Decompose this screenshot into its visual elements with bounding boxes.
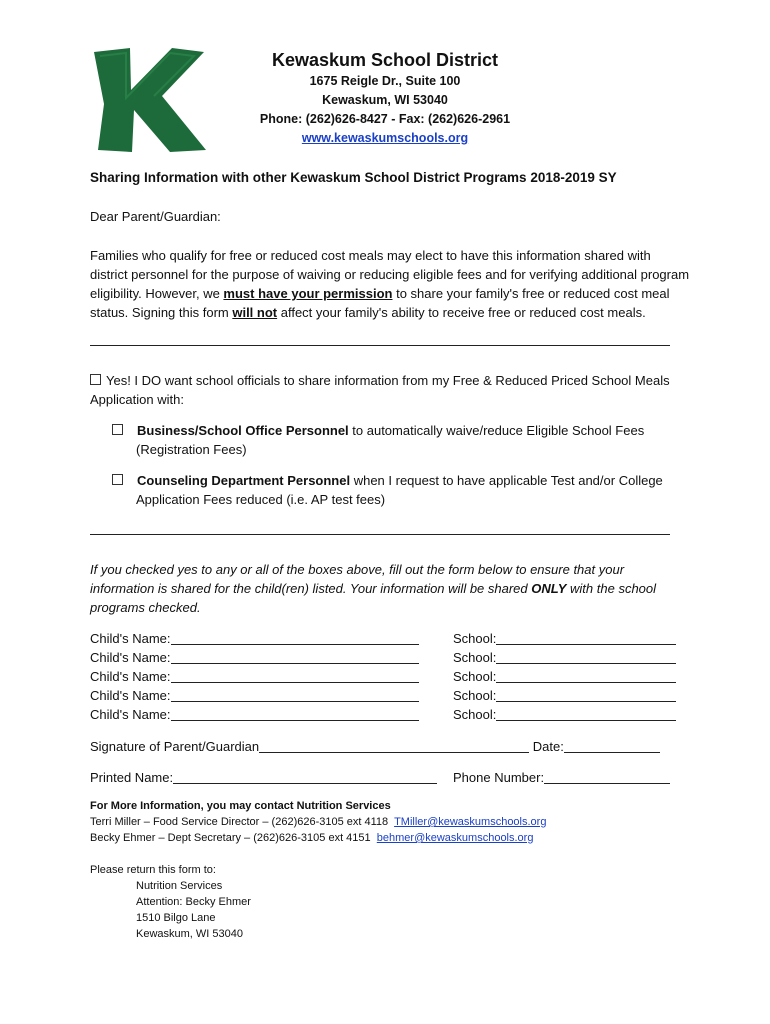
counseling-checkbox[interactable] <box>112 474 123 485</box>
child-name-input[interactable] <box>171 688 419 702</box>
school-row: School: <box>453 667 676 686</box>
child-name-row: Child's Name: <box>90 629 419 648</box>
child-name-row: Child's Name: <box>90 648 419 667</box>
consent-checkbox[interactable] <box>90 374 101 385</box>
contacts-block <box>90 798 690 846</box>
school-row: School: <box>453 686 676 705</box>
return-instructions: Please return this form to: <box>90 864 216 876</box>
consent-statement: Yes! I DO want school officials to share information from my Free & Reduced Priced School Meals Application with: <box>90 373 670 407</box>
signature-input[interactable] <box>259 739 529 753</box>
child-name-row: Child's Name: <box>90 667 419 686</box>
printed-name-input[interactable] <box>173 770 437 784</box>
child-name-input[interactable] <box>171 631 419 645</box>
school-input[interactable] <box>496 669 676 683</box>
signature-row: Signature of Parent/Guardian Date: <box>90 737 660 756</box>
divider-2 <box>90 534 670 535</box>
behmer-email-link[interactable]: behmer@kewaskumschools.org <box>376 832 534 844</box>
business-office-checkbox[interactable] <box>112 424 123 435</box>
printed-name-row: Printed Name: <box>90 768 437 787</box>
instruction-paragraph: If you checked yes to any or all of the boxes above, fill out the form below to ensure that your information is shared for the child(ren) listed. Your information will be shared ONLY with the school programs checked. <box>90 562 657 615</box>
contact-terri-miller: Terri Miller – Food Service Director – (262)626-3105 ext 4118 TMiller@kewaskumschools.org <box>90 816 547 828</box>
school-row: School: <box>453 705 676 724</box>
date-input[interactable] <box>564 739 660 753</box>
salutation: Dear Parent/Guardian: <box>90 209 221 224</box>
school-row: School: <box>453 648 676 667</box>
child-name-row: Child's Name: <box>90 705 419 724</box>
school-row: School: <box>453 629 676 648</box>
school-input[interactable] <box>496 688 676 702</box>
child-name-input[interactable] <box>171 669 419 683</box>
child-name-input[interactable] <box>171 650 419 664</box>
contact-becky-ehmer: Becky Ehmer – Dept Secretary – (262)626-3105 ext 4151 behmer@kewaskumschools.org <box>90 832 534 844</box>
address-line-1: 1675 Reigle Dr., Suite 100 <box>309 74 461 88</box>
option-business-office: Business/School Office Personnel to automatically waive/reduce Eligible School Fees (Registration Fees) <box>112 421 696 459</box>
will-not-emphasis: will not <box>232 305 278 320</box>
contacts-heading: For More Information, you may contact Nutrition Services <box>90 800 391 812</box>
address-line-2: Kewaskum, WI 53040 <box>322 93 448 107</box>
permission-emphasis: must have your permission <box>223 286 393 301</box>
document-title: Sharing Information with other Kewaskum School District Programs 2018-2019 SY <box>90 170 617 185</box>
website-link[interactable]: www.kewaskumschools.org <box>301 131 469 145</box>
school-input[interactable] <box>496 650 676 664</box>
school-input[interactable] <box>496 631 676 645</box>
divider-1 <box>90 345 670 346</box>
phone-number-row: Phone Number: <box>453 768 670 787</box>
intro-paragraph: Families who qualify for free or reduced cost meals may elect to have this information shared with district personnel for the purpose of waiving or reducing eligible fees and for verifying additional program eligibility. However, we must have your permission to share your family's free or reduced cost meal status. Signing this form will not affect your family's ability to receive free or reduced cost meals. <box>90 248 690 320</box>
school-fields <box>453 629 676 724</box>
district-name: Kewaskum School District <box>271 50 499 70</box>
tmiller-email-link[interactable]: TMiller@kewaskumschools.org <box>394 816 547 828</box>
phone-fax-line: Phone: (262)626-8427 - Fax: (262)626-2961 <box>259 112 511 126</box>
phone-number-input[interactable] <box>544 770 670 784</box>
school-input[interactable] <box>496 707 676 721</box>
child-name-row: Child's Name: <box>90 686 419 705</box>
child-name-fields <box>90 629 419 724</box>
return-address: Nutrition Services Attention: Becky Ehmer 1510 Bilgo Lane Kewaskum, WI 53040 <box>136 880 251 940</box>
child-name-input[interactable] <box>171 707 419 721</box>
option-counseling: Counseling Department Personnel when I request to have applicable Test and/or College Application Fees reduced (i.e. AP test fees) <box>112 471 696 509</box>
